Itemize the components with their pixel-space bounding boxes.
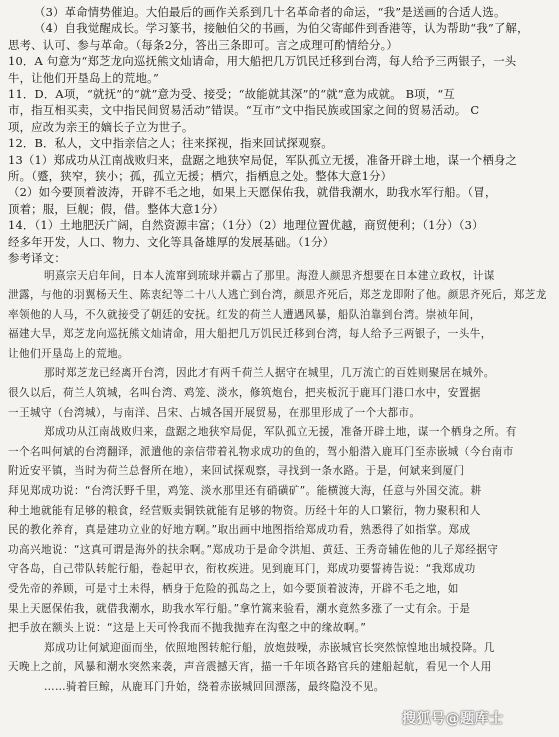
answer-text-block xyxy=(0,0,559,267)
text-line: 13（1）郑成功从江南战败归来，盘踞之地狭窄局促，军队孤立无援，准备开辟土地，谋一个栖身之 xyxy=(8,152,518,167)
text-line: 经多年开发，人口、物力、文化等具备雄厚的发展基础。（1分） xyxy=(8,234,335,249)
text-line: 一王城守（台湾城），与南洋、吕宋、占城各国开展贸易，在那里形成了一个大都市。 xyxy=(8,406,421,419)
text-line: 市，指互相买卖，文中指民间贸易活动”错误。“互市”文中指民族或国家之间的贸易活动。 C xyxy=(8,103,480,118)
reference-translation-block xyxy=(0,267,559,698)
text-line: 民的教化养育，真是建功立业的好地方啊。”取出画中地图指给郑成功看，熟悉得了如指掌。郑成 xyxy=(8,524,471,537)
text-line: 拜见郑成功说：“台湾沃野千里，鸡笼、淡水那里还有硝磺矿”。能横渡大海，任意与外国交流。耕 xyxy=(8,485,482,498)
text-line: 让他们开垦岛上的荒地。 xyxy=(8,347,129,360)
section-heading: 参考译文： xyxy=(8,251,66,266)
text-line: 11．D．A项，“就抚”的“就”意为受、接受；“故能就其深”的“就”意为成就。 B项，“互 xyxy=(8,87,455,102)
watermark: 搜狐号@题库士 xyxy=(402,711,504,727)
text-line: （2）如今要顶着波涛，开辟不毛之地，如果上天愿保佑我，就借我潮水，助我水军行船。（冒， xyxy=(8,185,497,200)
text-line: 率领他的人马，不久就接受了朝廷的安抚。红发的荷兰人遭遇风暴，船队泊靠到台湾。崇祯年间， xyxy=(8,308,481,321)
text-line: 顶着；服，巨舰；假，借。整体大意1分） xyxy=(8,201,225,216)
text-line: 果上天愿保佑我，就借我潮水，助我水军行船。”拿竹篙来验看，潮水竟然多涨了一丈有余。于是 xyxy=(8,602,471,615)
text-line: 12．B．私人，文中指亲信之人；往来探视，指来回试探观察。 xyxy=(8,136,333,151)
text-line: 受先帝的养顾，可是寸土未得，栖身于危险的孤岛之上，如今要顶着波涛，开辟不毛之地，如 xyxy=(8,583,459,595)
text-line: 思考、认可、参与革命。（每条2分，答出三条即可。言之成理可酌情给分。） xyxy=(8,37,399,52)
text-line: 功高兴地说：“这真可谓是海外的扶余啊。”郑成功于是命令洪旭、黄廷、王秀奇辅佐他的儿子郑经据守 xyxy=(8,543,499,556)
text-line: 福建大旱，郑芝龙向巡抚熊文灿请命，用大船把几万饥民迁移到台湾，每人给予三两银子，一头牛， xyxy=(8,328,492,341)
text-line: 泄露，与他的羽翼杨天生、陈衷纪等二十八人逃亡到台湾，颜思齐死后，郑芝龙即附了他。颜思齐死后，郑芝龙 xyxy=(8,289,547,302)
text-line: 10．A 句意为“郑芝龙向巡抚熊文灿请命，用大船把几万饥民迁移到台湾，每人给予三两银子，一头 xyxy=(8,54,517,69)
text-line: 明熹宗天启年间，日本人流窜到琉球并霸占了那里。海澄人颜思齐想要在日本建立政权，计谋 xyxy=(44,269,495,282)
text-line: 一个名叫何斌的台湾翻译，派遣他的亲信带着礼物求成功的鱼的，驾小船潜入鹿耳门至赤嵌城（今台南市 xyxy=(8,445,514,458)
text-line: 把手放在额头上说：“这是上天可怜我而不抛我抛弃在沟壑之中的缘故啊。” xyxy=(8,622,367,635)
text-line: 牛，让他们开垦岛上的荒地。” xyxy=(8,70,160,85)
text-line: 所。（蹙，狭窄，狭小；孤，孤立无援；栖穴，指栖息之处。整体大意1分） xyxy=(8,169,393,184)
text-line: （4）自我觉醒成长。学习篆书，接触伯父的书画，为伯父寄邮件到香港等，认为帮助“我”了解， xyxy=(34,21,529,36)
text-line: 守各岛，自己带队转舵行船，卷起甲衣，衔枚疾进。见到鹿耳门，郑成功要誓祷告说：“我郑成功 xyxy=(8,563,476,576)
text-line: 14．（1）土地肥沃广阔，自然资源丰富；（1分）（2）地理位置优越，商贸便利；（1分）（3） xyxy=(8,218,484,233)
text-line: 项，应改为亲王的嫡长子立为世子。 xyxy=(8,119,194,134)
text-line: 附近安平镇，当时为荷兰总督所在地），来回试探观察，寻找到一条水路。于是，何斌来到厦门 xyxy=(8,465,465,478)
text-line: 很久以后，荷兰人筑城，名叫台湾、鸡笼、淡水，修筑炮台，把夹板沉于鹿耳门港口水中，安置据 xyxy=(8,387,481,400)
text-line: ……骑着巨鲸，从鹿耳门升始，绕着赤嵌城回回漂荡，最终隐没不见。 xyxy=(44,680,385,693)
text-line: （3）革命情势催迫。大伯最后的画作关系到几十名革命者的命运，“我”是送画的合适人选。 xyxy=(34,5,506,19)
text-line: 种土地就能有足够的粮食，经营贩卖铜铁就能有足够的物资。历经十年的人口繁衍，物力聚积和人 xyxy=(8,504,481,517)
text-line: 那时郑芝龙已经离开台湾，因此才有两千荷兰人据守在城里，几万流亡的百姓则聚居在城外。 xyxy=(44,367,495,380)
text-line: 天晚上之前，风暴和潮水突然来袭，声音震撼天宵，描一千年顷各路官兵的建船起航，看见一个人用 xyxy=(8,661,492,674)
text-line: 郑成功让何斌迎面而坐，依照地图转舵行船，放炮鼓噪，赤嵌城官长突然惊惶地出城投降。几 xyxy=(44,641,495,654)
text-line: 郑成功从江南战败归来，盘踞之地狭窄局促，军队孤立无援，准备开辟土地，谋一个栖身之所。有 xyxy=(44,426,517,439)
